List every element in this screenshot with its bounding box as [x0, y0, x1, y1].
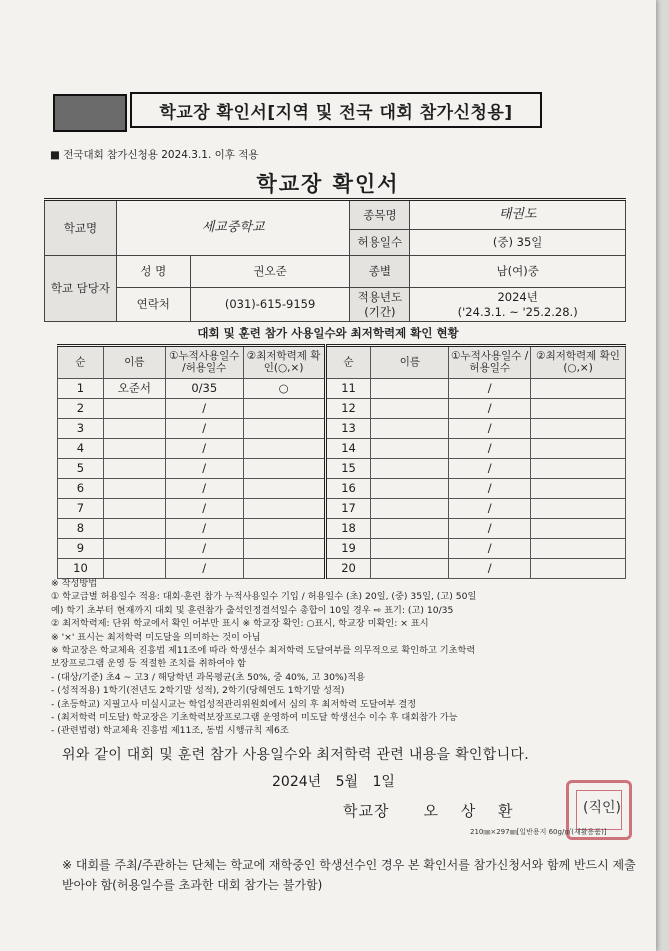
academic-check — [531, 399, 626, 419]
issue-date: 2024년 5월 1일 — [272, 774, 395, 790]
year-label: 적용년도 (기간) — [350, 288, 410, 322]
seal-label: (직인) — [583, 800, 621, 816]
instruction-line: ※ 작성방법 — [51, 578, 98, 589]
student-name — [371, 519, 449, 539]
gender-value: 남(여)중 — [410, 256, 626, 288]
student-name — [371, 459, 449, 479]
num-header: 순 — [58, 346, 104, 379]
academic-check — [243, 519, 325, 539]
academic-header: ②최저학력제 확인(○,×) — [531, 346, 626, 379]
accumulated-days: / — [449, 379, 531, 399]
row-number: 7 — [58, 499, 104, 519]
num-header: 순 — [325, 346, 371, 379]
student-name — [371, 419, 449, 439]
sport-label: 종목명 — [350, 200, 410, 230]
instruction-line: - (관련법령) 학교체육 진흥법 제11조, 동법 시행규칙 제6조 — [51, 725, 289, 737]
instruction-line: 보장프로그램 운영 등 적절한 조치를 취하여야 함 — [51, 658, 247, 670]
student-name: 오준서 — [103, 379, 165, 399]
instruction-line: - (대상/기준) 초4 ~ 고3 / 해당학년 과목평균(초 50%, 중 40%, 고 30%)적용 — [51, 671, 366, 683]
row-number: 9 — [58, 539, 104, 559]
student-name — [371, 439, 449, 459]
accumulated-days: / — [165, 519, 243, 539]
accumulated-days: / — [449, 439, 531, 459]
student-name — [103, 439, 165, 459]
academic-check — [243, 499, 325, 519]
applicability-notice: ■ 전국대회 참가신청용 2024.3.1. 이후 적용 — [50, 149, 259, 161]
table-row — [58, 519, 626, 539]
row-number: 11 — [325, 379, 371, 399]
accumulated-days: / — [165, 539, 243, 559]
accumulated-days: / — [165, 479, 243, 499]
student-name — [371, 499, 449, 519]
student-name — [103, 479, 165, 499]
academic-check — [531, 419, 626, 439]
row-number: 17 — [325, 499, 371, 519]
row-number: 1 — [58, 379, 104, 399]
accumulated-days: / — [165, 399, 243, 419]
contact-label: 연락처 — [116, 288, 190, 322]
row-number: 19 — [325, 539, 371, 559]
accumulated-days: / — [449, 479, 531, 499]
academic-check — [243, 439, 325, 459]
accumulated-days: / — [449, 539, 531, 559]
sport-value: 태권도 — [410, 200, 626, 230]
allowed-days-value: (중) 35일 — [410, 230, 626, 256]
usage-table-header — [58, 346, 626, 379]
student-name — [371, 399, 449, 419]
table-row — [58, 379, 626, 399]
student-name — [103, 419, 165, 439]
accumulated-days: 0/35 — [165, 379, 243, 399]
row-number: 20 — [325, 559, 371, 579]
academic-check — [531, 379, 626, 399]
row-number: 8 — [58, 519, 104, 539]
instruction-line: ② 최저학력제: 단위 학교에서 확인 어부만 표시 ※ 학교장 확인: ○표시, 학교장 미확인: × 표시 — [51, 618, 429, 630]
table-row — [58, 479, 626, 499]
writing-instructions — [51, 577, 641, 738]
instruction-line: - (최저학력 미도달) 학교장은 기초학력보장프로그램 운영하여 미도달 학생선수 이수 후 대회참가 가능 — [51, 712, 458, 724]
academic-check — [243, 419, 325, 439]
table-row — [58, 559, 626, 579]
year-cell — [410, 288, 626, 322]
accumulated-days: / — [449, 559, 531, 579]
instruction-line: - (초등학교) 지필고사 미실시교는 학업성적관리위원회에서 심의 후 최저학력 도달여부 결정 — [51, 698, 417, 710]
name-label: 성 명 — [116, 256, 190, 288]
academic-check — [531, 479, 626, 499]
row-number: 10 — [58, 559, 104, 579]
gender-label: 종별 — [350, 256, 410, 288]
principal-name: 오 상 환 — [423, 802, 522, 820]
name-value: 권오준 — [190, 256, 350, 288]
instruction-line: 예) 학기 초부터 현재까지 대회 및 훈련참가 출석인정결석일수 총합이 10일 경우 ⇨ 표기: (고) 10/35 — [51, 604, 454, 616]
student-name — [103, 539, 165, 559]
row-number: 16 — [325, 479, 371, 499]
accumulated-days: / — [449, 399, 531, 419]
table-row — [58, 499, 626, 519]
accumulated-days: / — [449, 419, 531, 439]
academic-check — [243, 399, 325, 419]
accumulated-days: / — [165, 559, 243, 579]
submission-note: ※ 대회를 주최/주관하는 단체는 학교에 재학중인 학생선수인 경우 본 확인서를 참가신청서와 함께 반드시 제출받아야 함(허용일수를 초과한 대회 참가는 불가함) — [62, 858, 636, 892]
student-name — [371, 479, 449, 499]
row-number: 2 — [58, 399, 104, 419]
accumulated-days: / — [449, 519, 531, 539]
period-value: ('24.3.1. ~ '25.2.28.) — [457, 304, 578, 319]
row-number: 18 — [325, 519, 371, 539]
usage-table — [57, 344, 626, 579]
instruction-line: - (성적적용) 1학기(전년도 2학기말 성적), 2학기(당해연도 1학기말 성적) — [51, 685, 345, 697]
academic-header: ②최저학력제 확인(○,×) — [243, 346, 325, 379]
row-number: 6 — [58, 479, 104, 499]
page-title: 학교장 확인서 — [256, 172, 400, 196]
principal-signature — [343, 800, 522, 821]
days-header: ①누적사용일수 /허용일수 — [449, 346, 531, 379]
academic-check — [243, 459, 325, 479]
principal-label: 학교장 — [343, 802, 390, 820]
academic-check — [531, 559, 626, 579]
academic-check — [243, 479, 325, 499]
year-value: 2024년 — [497, 290, 538, 305]
form-number-box — [53, 94, 127, 132]
name-header: 이름 — [103, 346, 165, 379]
confirmation-statement: 위와 같이 대회 및 훈련 참가 사용일수와 최저학력 관련 내용을 확인합니다. — [62, 747, 529, 763]
student-name — [103, 459, 165, 479]
contact-value: (031)-615-9159 — [190, 288, 350, 322]
form-title: 학교장 확인서[지역 및 전국 대회 참가신청용] — [130, 92, 542, 128]
accumulated-days: / — [165, 459, 243, 479]
student-name — [103, 519, 165, 539]
student-name — [103, 559, 165, 579]
academic-check: ○ — [243, 379, 325, 399]
table-row — [58, 439, 626, 459]
table-row — [58, 399, 626, 419]
academic-check — [531, 459, 626, 479]
academic-check — [531, 499, 626, 519]
row-number: 5 — [58, 459, 104, 479]
student-name — [371, 379, 449, 399]
instruction-line: ※ '×' 표시는 최저학력 미도달을 의미하는 것이 아님 — [51, 631, 261, 643]
accumulated-days: / — [165, 419, 243, 439]
instruction-line: ※ 학교장은 학교체육 진흥법 제11조에 따라 학생선수 최저학력 도달여부를 의무적으로 확인하고 기초학력 — [51, 645, 476, 657]
student-name — [103, 499, 165, 519]
academic-check — [531, 439, 626, 459]
row-number: 12 — [325, 399, 371, 419]
accumulated-days: / — [165, 439, 243, 459]
row-number: 4 — [58, 439, 104, 459]
school-value: 세교중학교 — [116, 200, 350, 256]
name-header: 이름 — [371, 346, 449, 379]
manager-label: 학교 담당자 — [45, 256, 117, 322]
allowed-days-label: 허용일수 — [350, 230, 410, 256]
instruction-line: ① 학교급별 허용일수 적용: 대회·훈련 참가 누적사용일수 기입 / 허용일수 (초) 20일, (중) 35일, (고) 50일 — [51, 591, 477, 603]
accumulated-days: / — [165, 499, 243, 519]
student-name — [371, 559, 449, 579]
row-number: 14 — [325, 439, 371, 459]
table-row — [58, 459, 626, 479]
academic-check — [243, 539, 325, 559]
academic-check — [243, 559, 325, 579]
school-label: 학교명 — [45, 200, 117, 256]
accumulated-days: / — [449, 459, 531, 479]
student-name — [371, 539, 449, 559]
table-row — [58, 419, 626, 439]
row-number: 3 — [58, 419, 104, 439]
student-name — [103, 399, 165, 419]
academic-check — [531, 519, 626, 539]
table-row — [58, 539, 626, 559]
days-header: ①누적사용일수 /허용일수 — [165, 346, 243, 379]
status-subtitle: 대회 및 훈련 참가 사용일수와 최저학력제 확인 현황 — [197, 326, 459, 340]
row-number: 13 — [325, 419, 371, 439]
form-spec: 210㎜×297㎜[일반용지 60g/㎡(재활용품)] — [470, 828, 607, 836]
accumulated-days: / — [449, 499, 531, 519]
row-number: 15 — [325, 459, 371, 479]
school-info-table — [44, 198, 626, 322]
academic-check — [531, 539, 626, 559]
